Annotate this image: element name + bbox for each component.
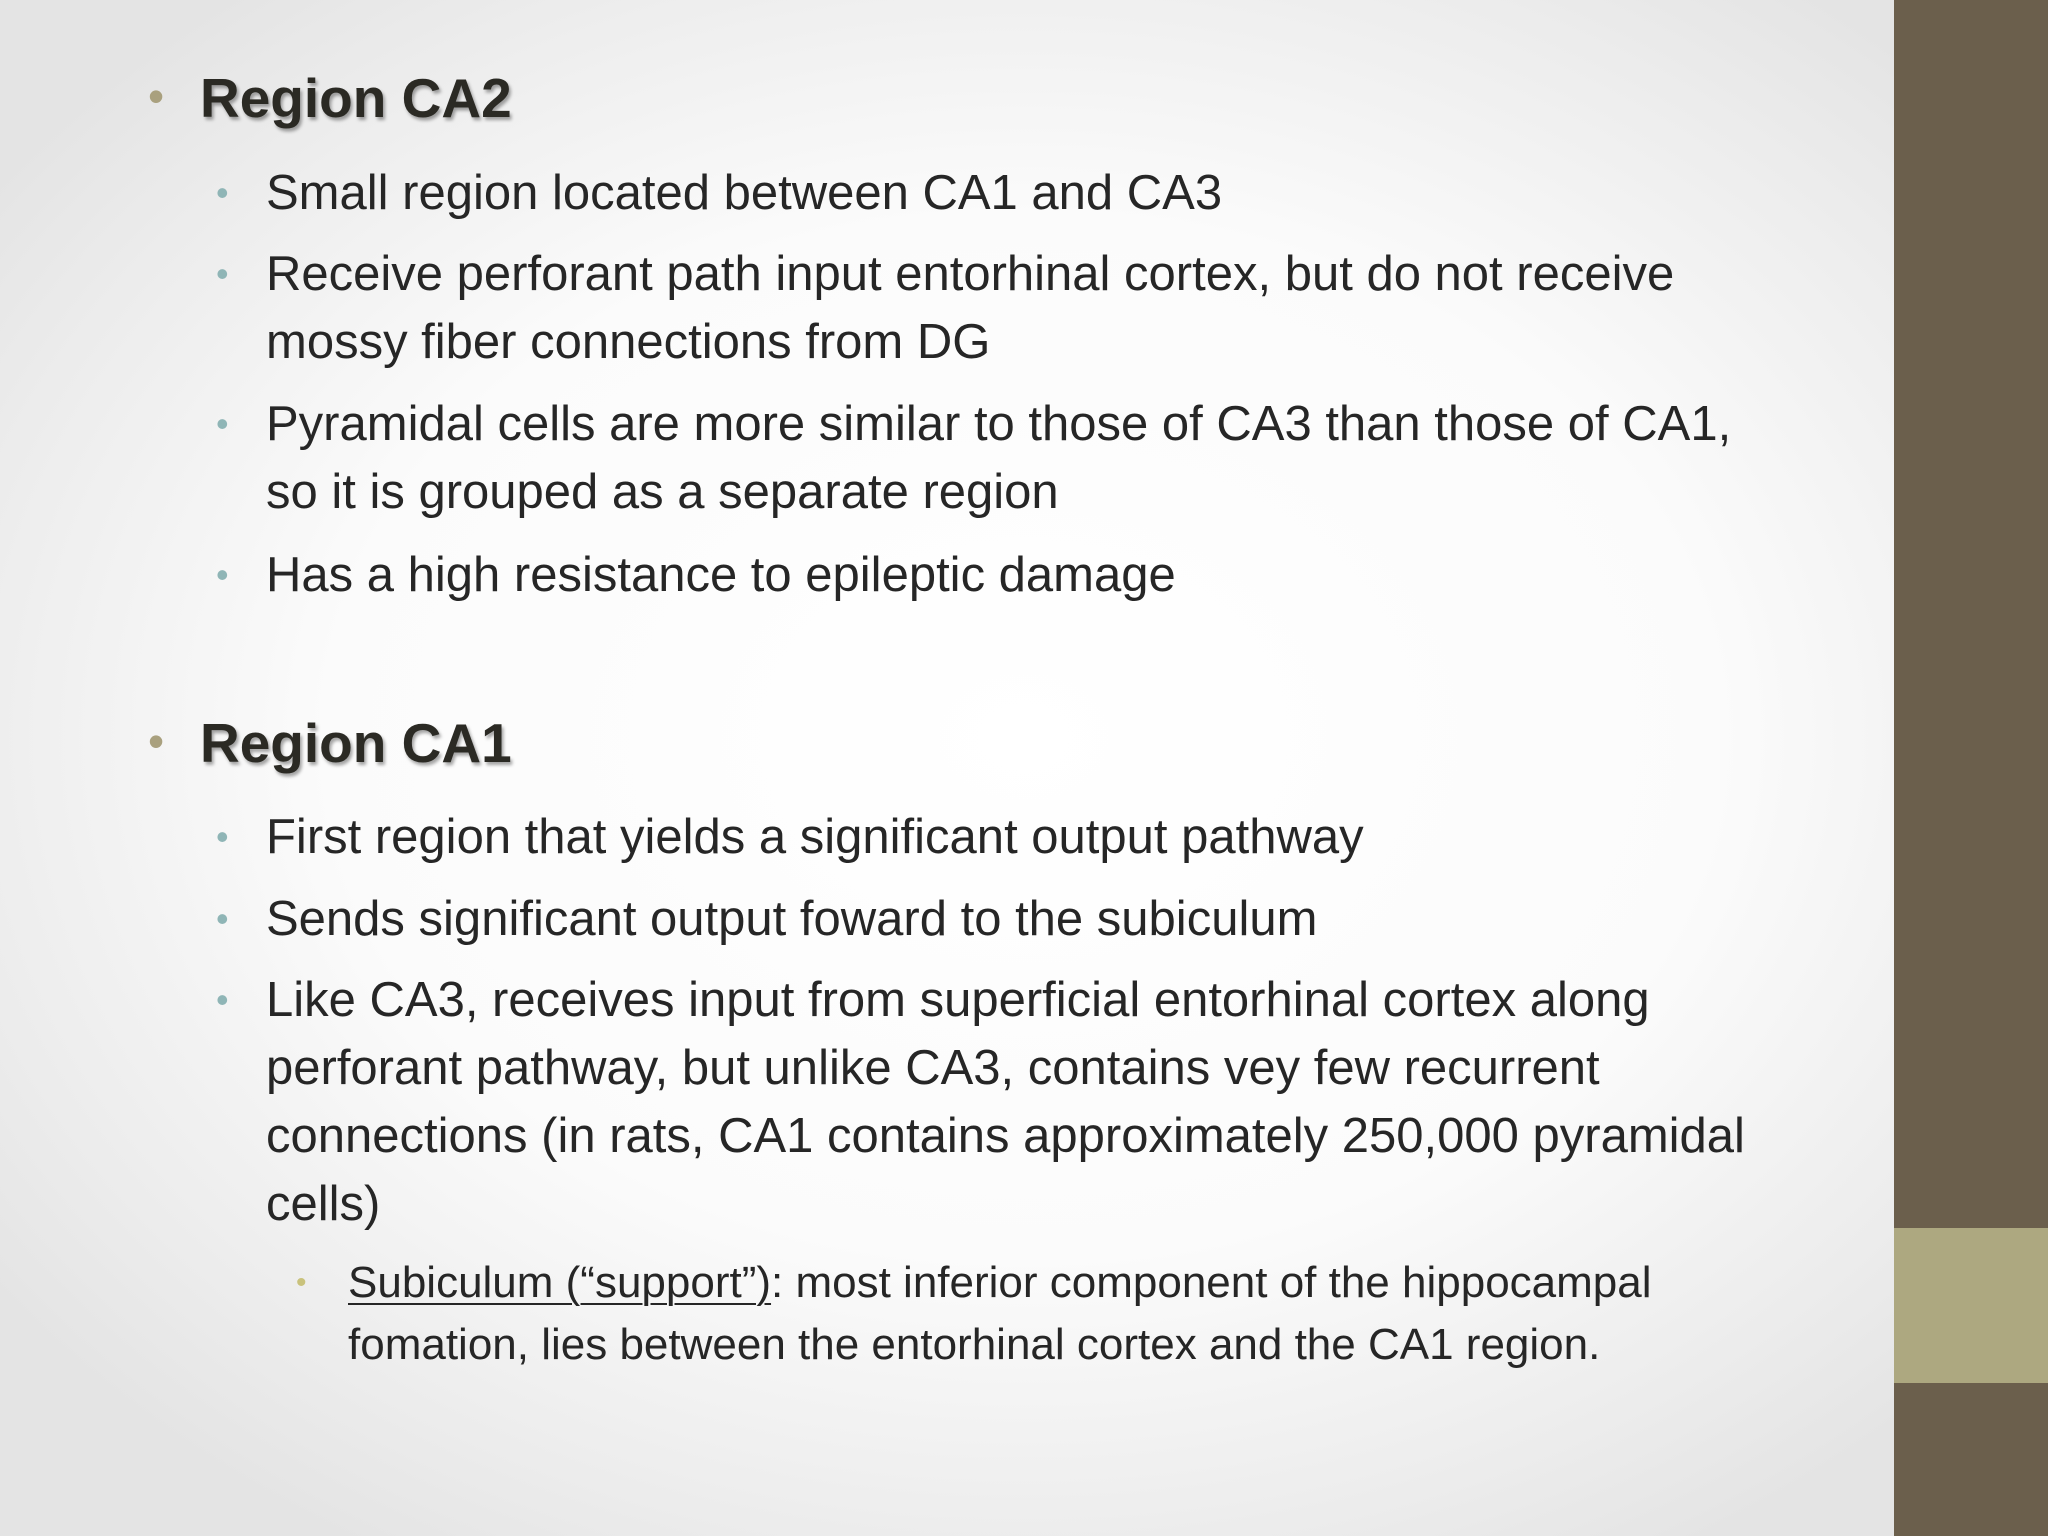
list-item [216,240,1776,376]
sub-list-item-text [348,1252,1796,1376]
list-item [216,541,1776,609]
heading-text: Region CA1 [200,712,512,774]
bullet-dot-icon: • [216,403,229,444]
heading-text: Region CA2 [200,67,512,129]
list-item-text: First region that yields a significant output pathway [266,810,1364,864]
list-item-text: Receive perforant path input entorhinal cortex, but do not receive mossy fiber connections from DG [266,247,1675,369]
bullet-dot-icon: • [148,70,165,122]
bullet-dot-icon: • [148,715,165,767]
section-heading-ca2 [148,66,512,130]
list-item-text: Pyramidal cells are more similar to those of CA3 than those of CA1, so it is grouped as a separate region [266,397,1732,519]
bullet-dot-icon: • [296,1266,307,1299]
list-item [216,159,1776,227]
bullet-dot-icon: • [216,253,229,294]
bullet-dot-icon: • [216,979,229,1020]
sub-list-item [296,1252,1796,1376]
side-accent-block [1894,1228,2048,1383]
list-item [216,966,1776,1238]
definition-term: Subiculum (“support”) [348,1258,772,1307]
list-item-text: Sends significant output foward to the subiculum [266,892,1318,946]
list-item-text: Has a high resistance to epileptic damage [266,548,1176,602]
bullet-dot-icon: • [216,898,229,939]
list-item [216,885,1776,953]
list-item-text: Like CA3, receives input from superficial entorhinal cortex along perforant pathway, but unlike CA3, contains vey few recurrent connections (in rats, CA1 contains approximately 250,000 pyramidal cells) [266,973,1745,1231]
list-item-text: Small region located between CA1 and CA3 [266,166,1223,220]
bullet-dot-icon: • [216,816,229,857]
bullet-dot-icon: • [216,554,229,595]
section-heading-ca1 [148,711,512,775]
bullet-dot-icon: • [216,172,229,213]
list-item [216,390,1776,526]
list-item [216,803,1776,871]
definition-text: : most inferior component of the hippocampal fomation, lies between the entorhinal cortex and the CA1 region. [348,1258,1652,1369]
